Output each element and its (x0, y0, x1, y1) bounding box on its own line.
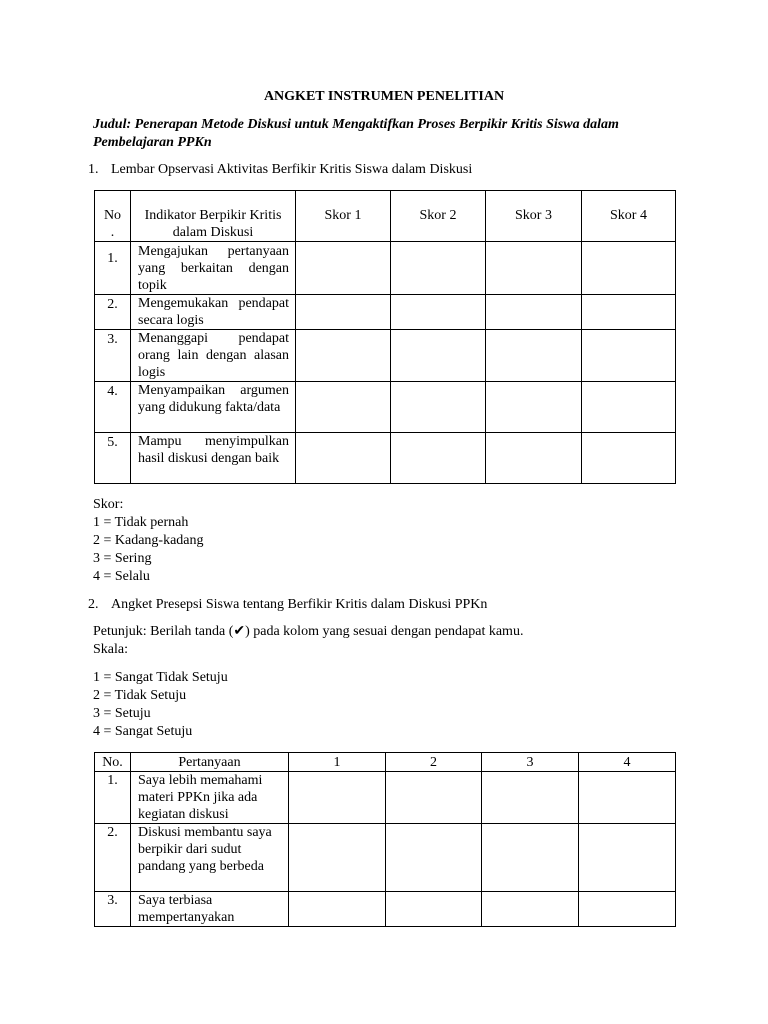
answer-cell[interactable] (386, 772, 482, 824)
score-cell[interactable] (391, 382, 486, 433)
answer-cell[interactable] (482, 892, 579, 927)
score-cell[interactable] (486, 295, 582, 330)
score-cell[interactable] (486, 242, 582, 295)
section-2-heading (88, 596, 487, 613)
score-cell[interactable] (391, 330, 486, 382)
score-cell[interactable] (486, 330, 582, 382)
header-scale-2: 2 (386, 753, 482, 772)
row-number: 2. (95, 824, 131, 892)
score-cell[interactable] (582, 382, 676, 433)
table-row (95, 382, 676, 433)
score-cell[interactable] (296, 295, 391, 330)
score-cell[interactable] (582, 295, 676, 330)
answer-cell[interactable] (579, 824, 676, 892)
scale-legend (93, 669, 228, 741)
header-skor-4: Skor 4 (582, 191, 676, 242)
section-2-number: 2. (88, 597, 99, 612)
table-row (95, 824, 676, 892)
score-cell[interactable] (486, 433, 582, 484)
score-cell[interactable] (391, 433, 486, 484)
score-cell[interactable] (486, 382, 582, 433)
score-cell[interactable] (296, 433, 391, 484)
answer-cell[interactable] (482, 772, 579, 824)
section-1-number: 1. (88, 162, 99, 177)
score-cell[interactable] (391, 242, 486, 295)
research-title: Judul: Penerapan Metode Diskusi untuk Mengaktifkan Proses Berpikir Kritis Siswa dalam Pembelajaran PPKn (93, 117, 619, 150)
indikator-cell: Mampu menyimpulkan hasil diskusi dengan baik (131, 433, 296, 484)
header-scale-4: 4 (579, 753, 676, 772)
question-cell: Diskusi membantu saya berpikir dari sudut pandang yang berbeda (131, 824, 289, 892)
score-cell[interactable] (582, 330, 676, 382)
table-row (95, 433, 676, 484)
answer-cell[interactable] (386, 892, 482, 927)
answer-cell[interactable] (579, 772, 676, 824)
header-scale-1: 1 (289, 753, 386, 772)
answer-cell[interactable] (386, 824, 482, 892)
instructions: Petunjuk: Berilah tanda (✔) pada kolom yang sesuai dengan pendapat kamu. (93, 624, 524, 639)
score-cell[interactable] (582, 433, 676, 484)
answer-cell[interactable] (482, 824, 579, 892)
score-legend-item: 4 = Selalu (93, 569, 150, 584)
answer-cell[interactable] (289, 824, 386, 892)
section-1-title: Lembar Opservasi Aktivitas Berfikir Kritis Siswa dalam Diskusi (111, 162, 473, 177)
score-legend-label: Skor: (93, 497, 124, 512)
document-title: ANGKET INSTRUMEN PENELITIAN (263, 89, 505, 104)
table-row (95, 892, 676, 927)
scale-legend-item: 4 = Sangat Setuju (93, 724, 193, 739)
indikator-cell: Mengemukakan pendapat secara logis (131, 295, 296, 330)
scale-legend-item: 3 = Setuju (93, 706, 151, 721)
header-skor-2: Skor 2 (391, 191, 486, 242)
section-1-heading (88, 161, 472, 178)
score-cell[interactable] (296, 330, 391, 382)
answer-cell[interactable] (289, 772, 386, 824)
row-number: 1. (95, 242, 131, 295)
observation-table-header (95, 191, 676, 242)
header-no: No . (95, 191, 131, 242)
section-2-title: Angket Presepsi Siswa tentang Berfikir Kritis dalam Diskusi PPKn (111, 597, 488, 612)
header-no: No. (95, 753, 131, 772)
scale-label: Skala: (93, 642, 128, 657)
table-row (95, 330, 676, 382)
header-pertanyaan: Pertanyaan (131, 753, 289, 772)
table-row (95, 295, 676, 330)
question-cell: Saya lebih memahami materi PPKn jika ada kegiatan diskusi (131, 772, 289, 824)
row-number: 3. (95, 892, 131, 927)
row-number: 1. (95, 772, 131, 824)
score-cell[interactable] (582, 242, 676, 295)
answer-cell[interactable] (579, 892, 676, 927)
indikator-cell: Menanggapi pendapat orang lain dengan alasan logis (131, 330, 296, 382)
question-cell: Saya terbiasa mempertanyakan (131, 892, 289, 927)
score-legend-item: 1 = Tidak pernah (93, 515, 189, 530)
score-legend-item: 3 = Sering (93, 551, 152, 566)
indikator-cell: Mengajukan pertanyaan yang berkaitan dengan topik (131, 242, 296, 295)
header-scale-3: 3 (482, 753, 579, 772)
row-number: 2. (95, 295, 131, 330)
observation-table (94, 190, 676, 484)
scale-legend-item: 1 = Sangat Tidak Setuju (93, 670, 228, 685)
perception-table-header (95, 753, 676, 772)
score-cell[interactable] (391, 295, 486, 330)
score-legend (93, 496, 204, 586)
table-row (95, 772, 676, 824)
header-indikator: Indikator Berpikir Kritis dalam Diskusi (131, 191, 296, 242)
score-cell[interactable] (296, 242, 391, 295)
indikator-cell: Menyampaikan argumen yang didukung fakta/data (131, 382, 296, 433)
row-number: 4. (95, 382, 131, 433)
row-number: 3. (95, 330, 131, 382)
answer-cell[interactable] (289, 892, 386, 927)
scale-legend-item: 2 = Tidak Setuju (93, 688, 187, 703)
score-cell[interactable] (296, 382, 391, 433)
header-skor-3: Skor 3 (486, 191, 582, 242)
row-number: 5. (95, 433, 131, 484)
header-skor-1: Skor 1 (296, 191, 391, 242)
score-legend-item: 2 = Kadang-kadang (93, 533, 204, 548)
table-row (95, 242, 676, 295)
perception-table (94, 752, 676, 927)
